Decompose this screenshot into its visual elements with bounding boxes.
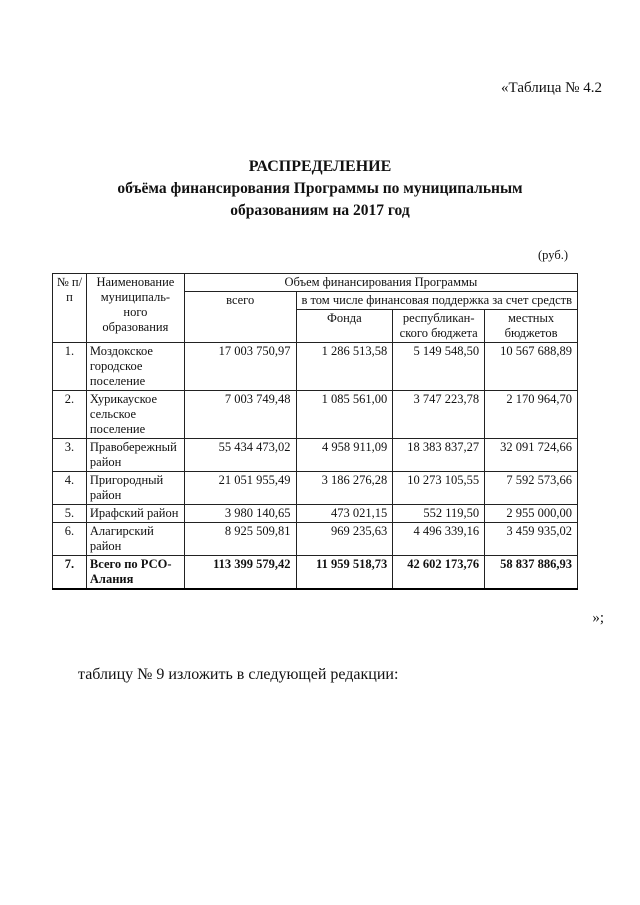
row-name: Всего по РСО-Алания (86, 556, 184, 590)
row-local: 58 837 886,93 (485, 556, 578, 590)
row-local: 2 955 000,00 (485, 505, 578, 523)
row-name: Пригородный район (86, 472, 184, 505)
financing-table (52, 273, 578, 590)
header-number: № п/п (53, 274, 87, 343)
row-fund: 969 235,63 (296, 523, 393, 556)
row-number: 5. (53, 505, 87, 523)
row-republic: 4 496 339,16 (393, 523, 485, 556)
row-local: 7 592 573,66 (485, 472, 578, 505)
row-republic: 10 273 105,55 (393, 472, 485, 505)
row-fund: 4 958 911,09 (296, 439, 393, 472)
row-total: 113 399 579,42 (184, 556, 296, 590)
table-row (53, 556, 578, 590)
row-number: 6. (53, 523, 87, 556)
title-subheading-line1: объёма финансирования Программы по муниципальным (117, 180, 523, 197)
table-row (53, 343, 578, 391)
table-row (53, 391, 578, 439)
row-name: Ирафский район (86, 505, 184, 523)
row-name: Хурикауское сельское поселение (86, 391, 184, 439)
row-total: 17 003 750,97 (184, 343, 296, 391)
row-fund: 1 286 513,58 (296, 343, 393, 391)
row-fund: 11 959 518,73 (296, 556, 393, 590)
row-fund: 1 085 561,00 (296, 391, 393, 439)
row-fund: 3 186 276,28 (296, 472, 393, 505)
table-row (53, 505, 578, 523)
row-number: 4. (53, 472, 87, 505)
row-total: 8 925 509,81 (184, 523, 296, 556)
row-number: 2. (53, 391, 87, 439)
row-total: 3 980 140,65 (184, 505, 296, 523)
row-total: 7 003 749,48 (184, 391, 296, 439)
header-republic: республикан-ского бюджета (393, 310, 485, 343)
row-total: 55 434 473,02 (184, 439, 296, 472)
closing-quote: »; (592, 610, 604, 626)
row-name: Алагирский район (86, 523, 184, 556)
row-republic: 552 119,50 (393, 505, 485, 523)
row-local: 2 170 964,70 (485, 391, 578, 439)
row-number: 3. (53, 439, 87, 472)
instruction-paragraph: таблицу № 9 изложить в следующей редакции: (78, 666, 399, 683)
row-local: 32 091 724,66 (485, 439, 578, 472)
row-republic: 18 383 837,27 (393, 439, 485, 472)
header-volume: Объем финансирования Программы (184, 274, 577, 292)
row-number: 1. (53, 343, 87, 391)
row-local: 10 567 688,89 (485, 343, 578, 391)
unit-label: (руб.) (538, 248, 568, 262)
header-local: местных бюджетов (485, 310, 578, 343)
header-total: всего (184, 292, 296, 343)
table-caption: «Таблица № 4.2 (501, 80, 602, 96)
title-heading: РАСПРЕДЕЛЕНИЕ (248, 158, 392, 175)
table-row (53, 472, 578, 505)
row-republic: 42 602 173,76 (393, 556, 485, 590)
row-name: Правобережный район (86, 439, 184, 472)
row-republic: 5 149 548,50 (393, 343, 485, 391)
row-fund: 473 021,15 (296, 505, 393, 523)
row-name: Моздокское городское поселение (86, 343, 184, 391)
header-fund: Фонда (296, 310, 393, 343)
row-local: 3 459 935,02 (485, 523, 578, 556)
table-row (53, 523, 578, 556)
header-name: Наименование муниципаль-ного образования (86, 274, 184, 343)
row-republic: 3 747 223,78 (393, 391, 485, 439)
row-number: 7. (53, 556, 87, 590)
table-row (53, 439, 578, 472)
header-support: в том числе финансовая поддержка за счет средств (296, 292, 578, 310)
row-total: 21 051 955,49 (184, 472, 296, 505)
title-subheading-line2: образованиям на 2017 год (230, 202, 410, 219)
